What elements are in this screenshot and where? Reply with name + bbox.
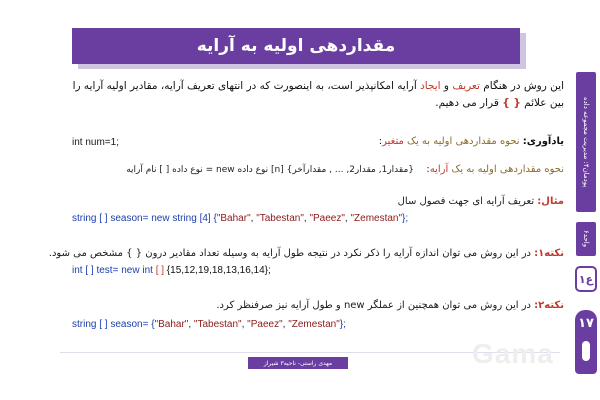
intro-term-define: تعریف <box>452 80 480 92</box>
note1-text: در این روش می توان اندازه آرایه را ذکر نکرد در نتیجه طول آرایه به وسیله تعداد مقادیر درون { } مشخص می شود. <box>48 248 535 259</box>
intro-part2: و <box>440 80 453 92</box>
note2-code: string [ ] season= {"Bahar", "Tabestan", "Paeez", "Zemestan"}; <box>72 319 346 330</box>
note2-code-s4: "Zemestan" <box>288 319 340 330</box>
reminder-suffix: : <box>378 136 383 147</box>
note2-text: در این روش می توان همچنین از عملگر new و طول آرایه نیز صرفنظر کرد. <box>216 300 535 311</box>
note1-code-p3: {15,12,19,18,13,16,14}; <box>164 265 271 276</box>
syntax-line <box>426 162 564 178</box>
reminder-line <box>379 134 564 150</box>
chapter-strip <box>576 222 596 256</box>
reminder-text: نحوه مقداردهی اولیه به یک <box>403 136 523 147</box>
note2-line <box>216 298 564 314</box>
syntax-formula: {مقدار1, مقدار2, ... , مقدارآخر} [n] نوع داده new = نوع داده [ ] نام آرایه <box>126 165 414 175</box>
note2-code-p1: string [ ] season= { <box>72 319 155 330</box>
unit-strip <box>576 72 596 212</box>
lesson-badge <box>575 266 597 292</box>
example-label: مثال: <box>537 196 564 207</box>
page-title-bar <box>72 28 520 64</box>
syntax-suffix: : <box>426 164 430 175</box>
example-code-s2: "Tabestan" <box>256 213 304 224</box>
chapter-title: واحد۶ <box>582 230 590 248</box>
watermark-logo: Gama <box>472 338 554 369</box>
note2-label: نکته۲: <box>534 300 564 311</box>
unit-title: پودمان۴: مدیریت مجموعه داده <box>582 96 590 188</box>
note1-code-p1: int [ ] test= <box>72 265 122 276</box>
page-title: مقداردهی اولیه به آرایه <box>196 36 396 56</box>
note2-code-s1: "Bahar" <box>154 319 189 330</box>
note1-code <box>72 264 271 278</box>
intro-braces: { } <box>502 97 521 109</box>
intro-part3: آرایه امکانپذیر است، به اینصورت که در انتهای تعریف آرایه، مقادیر اولیه آرایه را بین علائم <box>72 80 564 109</box>
note2-code-s2: "Tabestan" <box>193 319 242 330</box>
example-code-p3: }; <box>402 213 409 224</box>
reminder-term: متغیر <box>382 136 404 147</box>
note1-code-new: new <box>121 265 140 276</box>
bulb-icon <box>582 341 590 361</box>
note1-code-p2: int <box>139 265 156 276</box>
footer-author-bar <box>248 357 348 369</box>
reminder-code: int num=1; <box>72 137 119 148</box>
intro-paragraph <box>64 78 564 112</box>
lesson-label: ع۱ <box>578 272 594 286</box>
page-number: ۱۷ <box>578 316 594 331</box>
intro-part1: این روش در هنگام <box>479 80 564 92</box>
intro-part4: قرار می دهیم. <box>435 97 503 109</box>
note2-code-p2: }; <box>339 319 346 330</box>
example-code: string [ ] season= new string [4] {"Bahar", "Tabestan", "Paeez", "Zemestan"}; <box>72 213 409 224</box>
syntax-term: آرایه <box>429 164 449 175</box>
note1-line <box>49 246 564 262</box>
example-line <box>398 194 564 210</box>
page-number-badge <box>575 310 597 374</box>
footer-author: مهدی راستی- ناحیه۳ شیراز <box>263 359 333 367</box>
example-code-s1: "Bahar" <box>216 213 251 224</box>
example-code-s4: "Zemestan" <box>350 213 403 224</box>
example-code-p2: string [4] { <box>169 213 217 224</box>
example-code-s3: "Paeez" <box>309 213 345 224</box>
example-text: تعریف آرایه ای جهت فصول سال <box>397 196 538 207</box>
note1-label: نکته۱: <box>534 248 564 259</box>
note1-code-brackets: [ ] <box>155 265 165 276</box>
syntax-text: نحوه مقداردهی اولیه به یک <box>448 164 564 175</box>
example-code-p1: string [ ] season= <box>72 213 152 224</box>
example-code-new: new <box>151 213 170 224</box>
reminder-label: یادآوری: <box>522 136 564 147</box>
note2-code-s3: "Paeez" <box>247 319 283 330</box>
intro-term-create: ایجاد <box>420 80 441 92</box>
